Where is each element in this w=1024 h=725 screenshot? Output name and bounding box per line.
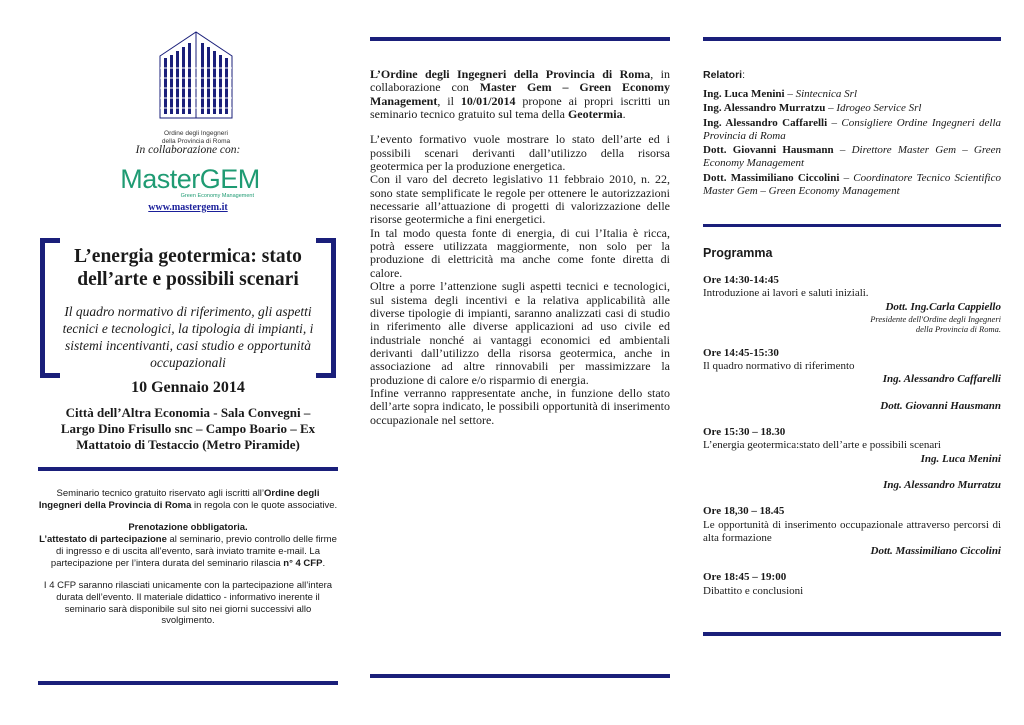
- divider-right-mid: [703, 224, 1001, 227]
- program-list: [703, 274, 1001, 611]
- logo-org-name: [156, 130, 236, 145]
- paragraph: In tal modo questa fonte di energia, di cui l’Italia è ricca, potrà essere utilizzata maggiormente, non solo per la produzione di elettricità ma anche come fonte diretta di calore.: [370, 225, 670, 280]
- speakers-heading-text: Relatori: [703, 69, 743, 81]
- bracket-right: [316, 238, 336, 378]
- program-slot: [703, 571, 1001, 598]
- ordine-ingegneri-logo: [156, 28, 236, 145]
- speaker-name: Ing. Alessandro Murratzu: [703, 102, 826, 115]
- speaker-name: Dott. Massimiliano Ciccolini: [703, 171, 840, 184]
- description: [370, 68, 670, 427]
- program-slot: [703, 347, 1001, 413]
- logo-org-line: Ordine degli Ingegneri: [164, 130, 228, 137]
- note-booking: [38, 522, 338, 569]
- event-date: 10 Gennaio 2014: [131, 379, 245, 396]
- speaker-role: – Direttore Master Gem – Green Economy Management: [703, 144, 1001, 170]
- note-booking-title: Prenotazione obbligatoria.: [128, 522, 248, 534]
- slot-speaker-note: Presidente dell'Ordine degli Ingegneri: [870, 313, 1001, 324]
- topic-inline: Geotermia: [567, 107, 623, 122]
- speakers-heading: [703, 69, 745, 81]
- body-text: , in collaborazione con: [370, 67, 670, 95]
- org-name: L’Ordine degli Ingegneri della Provincia di Roma: [370, 67, 651, 81]
- slot-topic: Le opportunità di inserimento occupazionale attraverso percorsi di alta formazione: [703, 518, 1001, 544]
- date-inline: 10/01/2014: [460, 93, 516, 108]
- body-text: propone ai propri iscritti un seminario tecnico gratuito sul tema della: [370, 93, 670, 122]
- slot-time: Ore 14:30-14:45: [703, 274, 779, 286]
- note-text: al seminario, previo controllo delle firme di ingresso e di uscita all’evento, sarà inviato tramite e-mail. La partecipazione per l’intera durata del seminario rilascia: [50, 534, 337, 569]
- speaker-role: – Coordinatore Tecnico Scientifico Master Gem – Green Economy Management: [703, 171, 1001, 198]
- slot-time: Ore 14:45-15:30: [703, 346, 779, 359]
- seminar-subtitle: Il quadro normativo di riferimento, gli aspetti tecnici e tecnologici, la tipologia di impianti, i sistemi incentivanti, casi studio e opportunità occupazionali: [62, 304, 314, 370]
- right-panel: [703, 0, 1001, 725]
- note-eligibility: [38, 488, 338, 511]
- slot-time: Ore 15:30 – 18.30: [703, 426, 786, 439]
- body-text: .: [622, 107, 626, 122]
- speaker-name: Dott. Giovanni Hausmann: [703, 144, 834, 157]
- slot-topic: Il quadro normativo di riferimento: [703, 360, 855, 373]
- slot-topic: L’energia geotermica:stato dell’arte e possibili scenari: [703, 439, 941, 452]
- speaker-name: Ing. Luca Menini: [703, 88, 785, 100]
- building-logo-icon: [156, 28, 236, 124]
- logo-org-line: della Provincia di Roma: [161, 137, 231, 145]
- paragraph: Con il varo del decreto legislativo 11 febbraio 2010, n. 22, sono state semplificate le regole per ottenere le autorizzazioni necessarie all’attuazione di progetti di valorizzazione delle risorse geotermiche a fini energetici.: [370, 172, 670, 227]
- slot-topic: Dibattito e conclusioni: [703, 584, 804, 597]
- venue-line-2: Largo Dino Frisullo snc – Campo Boario – Ex Mattatoio di Testaccio (Metro Piramide): [60, 421, 316, 452]
- speaker-name: Ing. Alessandro Caffarelli: [703, 116, 828, 129]
- seminar-title: L’energia geotermica: stato dell’arte e possibili scenari: [74, 246, 302, 290]
- paragraph: Oltre a porre l’attenzione sugli aspetti tecnici e tecnologici, sul sistema degli incentivi e la relativa applicabilità alle diverse tipologie di impianti, saranno analizzati casi di studio in riferimento alle diverse applicazioni ad uso civile ed industriale nonché ai vantaggi economici ed ambientali derivanti dall’utilizzo della risorsa geotermica, anche in associazione ad altre rinnovabili per massimizzare la produzione di calore e/o risparmio di energia.: [370, 279, 670, 387]
- slot-speaker: Dott. Massimiliano Ciccolini: [870, 545, 1001, 558]
- slot-time: Ore 18:45 – 19:00: [703, 571, 787, 584]
- spacer: [703, 466, 1001, 479]
- speaker-item: [703, 172, 1001, 199]
- spacer: [703, 387, 1001, 400]
- left-panel: [38, 0, 338, 725]
- slot-speaker: Ing. Luca Menini: [920, 452, 1001, 465]
- speakers-heading-colon: :: [742, 69, 746, 81]
- note-certificate: L’attestato di partecipazione: [39, 534, 167, 546]
- speaker-item: [703, 144, 1001, 171]
- note-text: .: [322, 557, 326, 569]
- body-text: , il: [437, 93, 461, 108]
- partner-site: [38, 202, 338, 213]
- note-org-name: Ordine degli Ingegneri della Provincia di Roma: [38, 488, 320, 511]
- slot-speaker: Ing. Alessandro Caffarelli: [882, 373, 1001, 386]
- speaker-item: [703, 117, 1001, 144]
- partner-tagline: Green Economy Management: [180, 193, 254, 199]
- speaker-item: [703, 102, 1001, 115]
- venue: [40, 405, 336, 453]
- speakers-list: [703, 88, 1001, 199]
- paragraph: L’evento formativo vuole mostrare lo stato dell’arte ed i possibili scenari derivanti dall’utilizzo della risorsa geotermica per la produzione energetica.: [370, 132, 670, 174]
- divider-right-bottom: [703, 632, 1001, 636]
- note-credits: I 4 CFP saranno rilasciati unicamente con la partecipazione all’intera durata dell’evento. Il materiale didattico - informativo inerente il seminario sarà disponibile sul sito nei giorni successivi allo svolgimento.: [43, 580, 333, 627]
- divider-middle-bottom: [370, 674, 670, 678]
- slot-speaker-note: della Provincia di Roma.: [915, 323, 1001, 334]
- speaker-item: [703, 88, 1001, 101]
- note-text: in regola con le quote associative.: [191, 499, 338, 511]
- venue-line-1: Città dell’Altra Economia - Sala Convegni –: [65, 405, 311, 420]
- slot-time: Ore 18,30 – 18.45: [703, 505, 785, 518]
- mastergem-logo: [120, 165, 260, 199]
- program-slot: [703, 426, 1001, 492]
- program-heading: Programma: [703, 246, 773, 260]
- slot-speaker: Dott. Giovanni Hausmann: [880, 399, 1001, 412]
- divider-left-bottom: [38, 681, 338, 685]
- program-slot: [703, 505, 1001, 558]
- paragraph: Infine verranno rappresentate anche, in funzione dello stato dell’arte sopra indicato, le possibili opportunità di inserimento occupazionale nel settore.: [370, 385, 670, 427]
- slot-topic: Introduzione ai lavori e saluti iniziali.: [703, 287, 869, 300]
- collab-label: In collaborazione con:: [135, 144, 241, 156]
- middle-panel: [370, 0, 670, 725]
- slot-speaker: Dott. Ing.Carla Cappiello: [885, 300, 1001, 313]
- registration-notes: [38, 488, 338, 638]
- note-text: Seminario tecnico gratuito riservato agli iscritti all’: [56, 488, 265, 499]
- speaker-role: – Idrogeo Service Srl: [825, 102, 922, 115]
- note-cfp: n° 4 CFP: [283, 557, 323, 569]
- divider-left-mid: [38, 467, 338, 471]
- slot-speaker: Ing. Alessandro Murratzu: [883, 478, 1001, 491]
- partner-name-inline: Master Gem – Green Economy Management: [370, 80, 670, 108]
- speaker-role: – Consigliere Ordine Ingegneri della Provincia di Roma: [703, 116, 1001, 142]
- speaker-role: – Sintecnica Srl: [784, 88, 858, 100]
- intro-paragraph: [370, 68, 670, 121]
- partner-name: MasterGEM: [120, 164, 260, 194]
- partner-site-link[interactable]: www.mastergem.it: [148, 202, 228, 213]
- bracket-left: [40, 238, 60, 378]
- program-slot: [703, 274, 1001, 334]
